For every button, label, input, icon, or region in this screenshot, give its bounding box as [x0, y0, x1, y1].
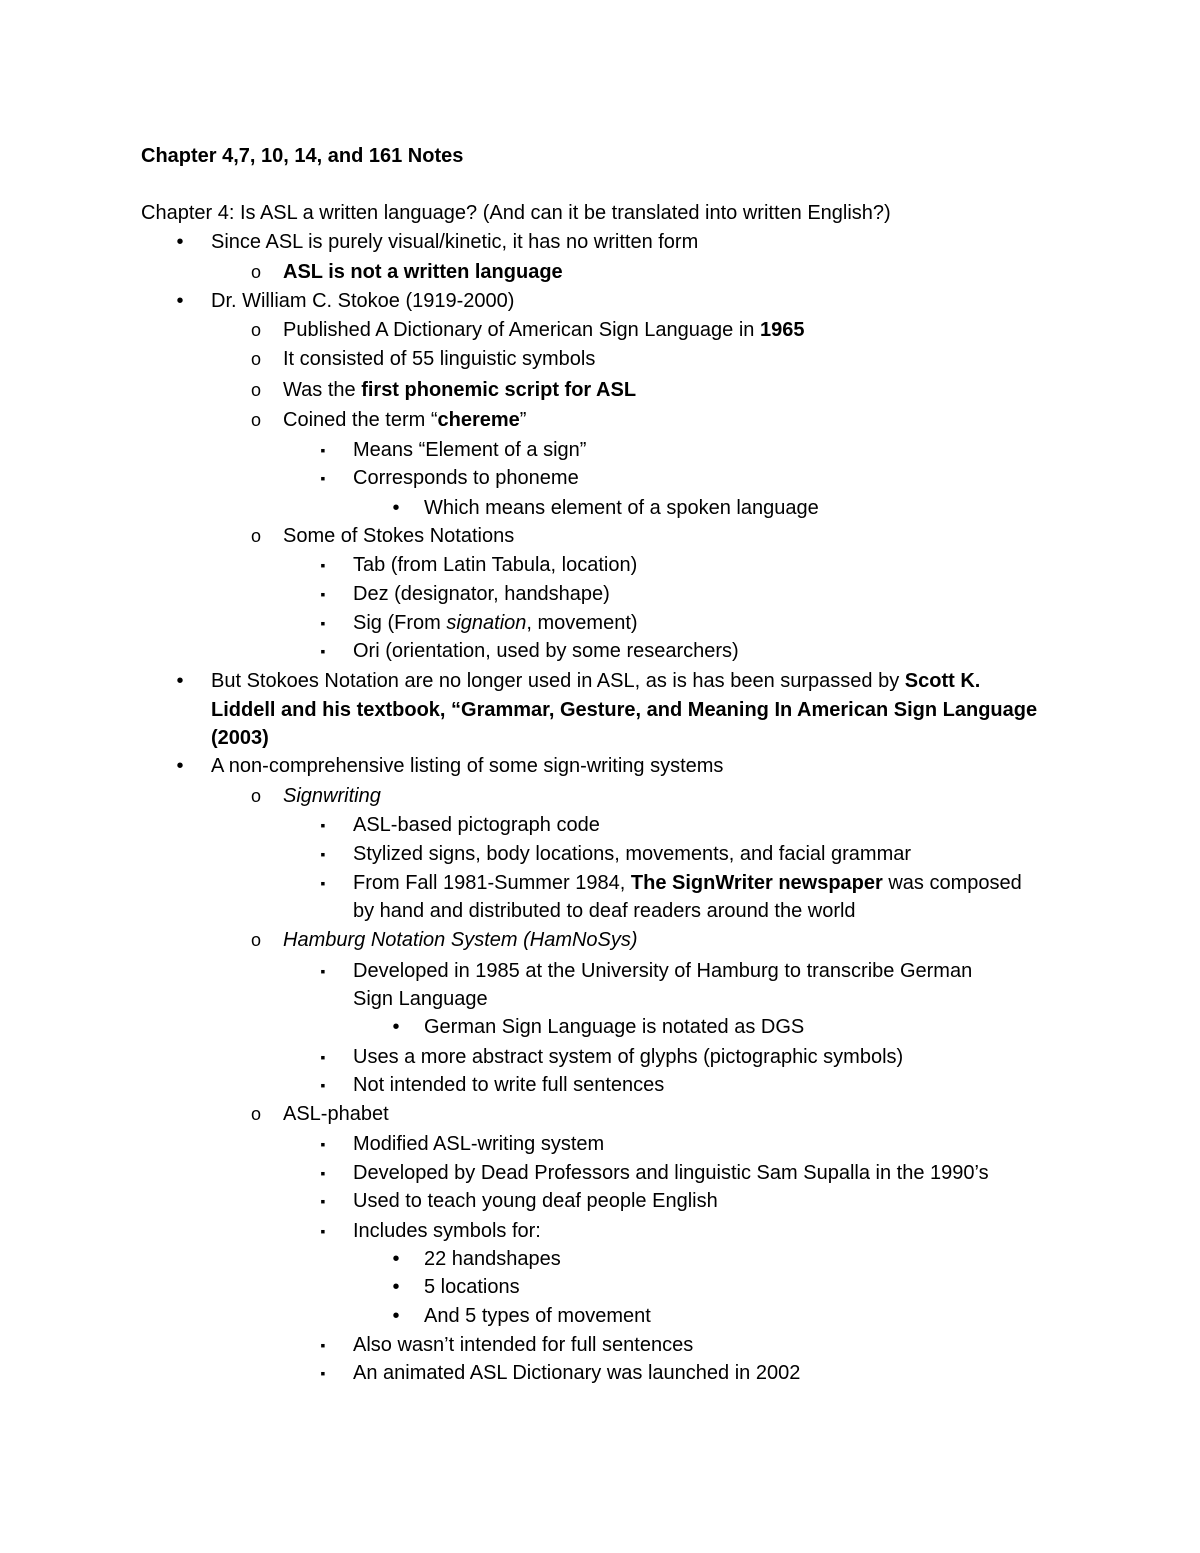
list-item: German Sign Language is notated as DGS [424, 1016, 805, 1038]
bullet-marker: ▪ [320, 963, 326, 979]
bullet-marker: o [250, 1104, 261, 1124]
bullet-marker: ▪ [320, 1136, 326, 1152]
bullet-marker: • [176, 290, 184, 312]
list-item: Which means element of a spoken language [424, 497, 819, 519]
bullet-marker: o [250, 930, 261, 950]
list-item-continuation: by hand and distributed to deaf readers around the world [353, 900, 856, 922]
list-item: Was the first phonemic script for ASL [283, 379, 637, 401]
bullet-marker: ▪ [320, 875, 326, 891]
bullet-marker: ▪ [320, 442, 326, 458]
list-item: Ori (orientation, used by some researchers) [353, 640, 739, 662]
list-item: Corresponds to phoneme [353, 467, 579, 489]
bullet-marker: • [392, 1305, 400, 1327]
list-item: Published A Dictionary of American Sign Language in 1965 [283, 319, 805, 341]
bullet-marker: o [250, 410, 261, 430]
bullet-marker: ▪ [320, 1077, 326, 1093]
list-item: Since ASL is purely visual/kinetic, it has no written form [211, 231, 699, 253]
bullet-marker: o [250, 786, 261, 806]
bullet-marker: o [250, 380, 261, 400]
list-item: Uses a more abstract system of glyphs (pictographic symbols) [353, 1046, 904, 1068]
list-item: Used to teach young deaf people English [353, 1190, 718, 1212]
bullet-marker: ▪ [320, 1223, 326, 1239]
list-item: Hamburg Notation System (HamNoSys) [283, 929, 638, 951]
list-item: Coined the term “chereme” [283, 409, 527, 431]
list-item: An animated ASL Dictionary was launched in 2002 [353, 1362, 801, 1384]
bullet-marker: • [176, 755, 184, 777]
list-item: But Stokoes Notation are no longer used in ASL, as is has been surpassed by Scott K. [211, 670, 981, 692]
list-item: Tab (from Latin Tabula, location) [353, 554, 638, 576]
list-item-continuation: Sign Language [353, 988, 488, 1010]
bullet-marker: ▪ [320, 1337, 326, 1353]
list-item: Developed in 1985 at the University of Hamburg to transcribe German [353, 960, 973, 982]
bullet-marker: • [176, 670, 184, 692]
bullet-marker: ▪ [320, 1365, 326, 1381]
list-item: Includes symbols for: [353, 1220, 541, 1242]
bullet-marker: • [392, 1248, 400, 1270]
bullet-marker: ▪ [320, 643, 326, 659]
list-item: From Fall 1981-Summer 1984, The SignWriter newspaper was composed [353, 872, 1022, 894]
list-item: Dr. William C. Stokoe (1919-2000) [211, 290, 515, 312]
list-item: A non-comprehensive listing of some sign-writing systems [211, 755, 724, 777]
bullet-marker: ▪ [320, 846, 326, 862]
list-item: 5 locations [424, 1276, 520, 1298]
list-item: Not intended to write full sentences [353, 1074, 665, 1096]
bullet-marker: o [250, 320, 261, 340]
list-item: Dez (designator, handshape) [353, 583, 610, 605]
bullet-marker: ▪ [320, 1193, 326, 1209]
bullet-marker: o [250, 349, 261, 369]
list-item: Stylized signs, body locations, movements, and facial grammar [353, 843, 912, 865]
bullet-marker: o [250, 262, 261, 282]
bullet-marker: o [250, 526, 261, 546]
list-item-continuation: Liddell and his textbook, “Grammar, Gesture, and Meaning In American Sign Language [211, 699, 1038, 721]
bullet-marker: ▪ [320, 586, 326, 602]
bullet-marker: ▪ [320, 615, 326, 631]
bullet-marker: • [392, 497, 400, 519]
list-item-continuation: (2003) [211, 727, 269, 749]
list-item: Sig (From signation, movement) [353, 612, 638, 634]
list-item: Signwriting [283, 785, 381, 807]
bullet-marker: • [392, 1016, 400, 1038]
list-item: Some of Stokes Notations [283, 525, 515, 547]
list-item: It consisted of 55 linguistic symbols [283, 348, 596, 370]
list-item: ASL is not a written language [283, 261, 563, 283]
list-item: Modified ASL-writing system [353, 1133, 605, 1155]
list-item: Developed by Dead Professors and linguistic Sam Supalla in the 1990’s [353, 1162, 989, 1184]
list-item: And 5 types of movement [424, 1305, 651, 1327]
list-item: ASL-based pictograph code [353, 814, 600, 836]
bullet-marker: • [176, 231, 184, 253]
chapter-heading: Chapter 4: Is ASL a written language? (And can it be translated into written English?) [141, 202, 891, 224]
bullet-marker: ▪ [320, 470, 326, 486]
page-title: Chapter 4,7, 10, 14, and 161 Notes [141, 145, 464, 167]
bullet-marker: • [392, 1276, 400, 1298]
bullet-marker: ▪ [320, 557, 326, 573]
bullet-marker: ▪ [320, 1165, 326, 1181]
bullet-marker: ▪ [320, 817, 326, 833]
list-item: ASL-phabet [283, 1103, 389, 1125]
list-item: Also wasn’t intended for full sentences [353, 1334, 694, 1356]
list-item: 22 handshapes [424, 1248, 561, 1270]
list-item: Means “Element of a sign” [353, 439, 587, 461]
bullet-marker: ▪ [320, 1049, 326, 1065]
